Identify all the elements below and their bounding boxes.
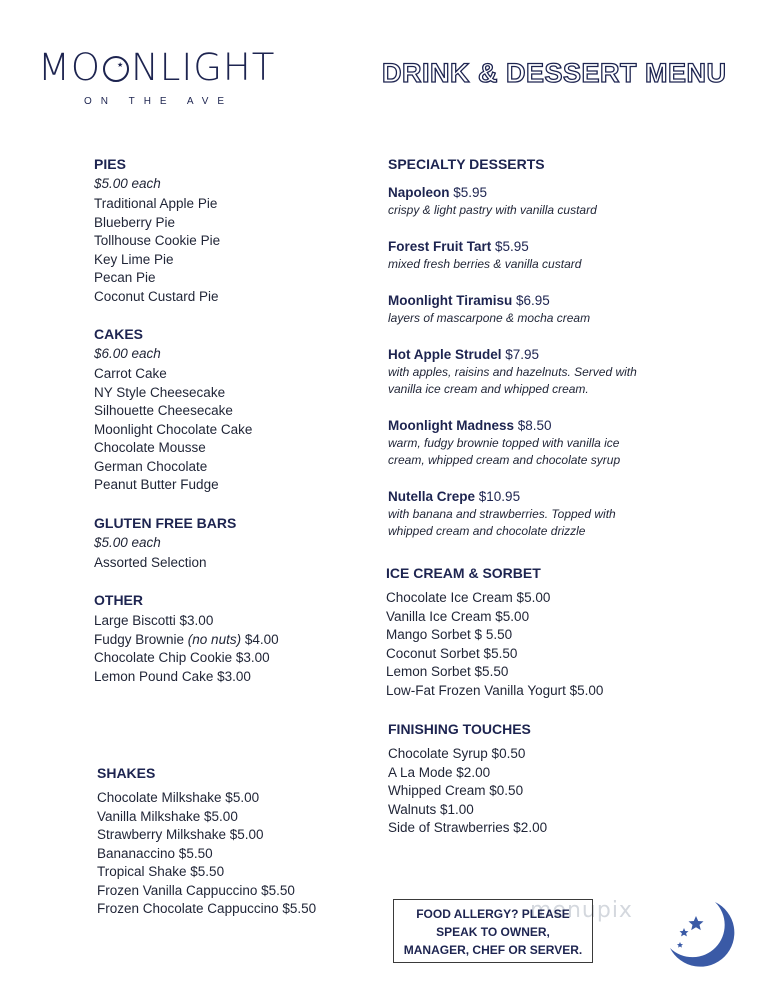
menu-item: Carrot Cake: [94, 366, 167, 381]
dessert-desc: mixed fresh berries & vanilla custard: [388, 257, 582, 271]
gluten-free-title: GLUTEN FREE BARS: [94, 514, 237, 531]
menu-item: Side of Strawberries $2.00: [388, 820, 548, 835]
watermark: menupix: [530, 898, 633, 923]
dessert-item: [388, 488, 648, 540]
dessert-item: [388, 346, 648, 398]
dessert-desc: crispy & light pastry with vanilla custard: [388, 203, 597, 217]
finishing-title: FINISHING TOUCHES: [388, 721, 531, 737]
menu-item: Chocolate Mousse: [94, 440, 206, 455]
menu-item-brownie: [94, 631, 364, 650]
menu-item: Frozen Chocolate Cappuccino $5.50: [97, 901, 317, 916]
pies-price: $5.00 each: [94, 176, 161, 191]
menu-item: Assorted Selection: [94, 554, 207, 570]
menu-item: Lemon Pound Cake $3.00: [94, 668, 251, 684]
dessert-desc: with banana and strawberries. Topped with whipped cream and chocolate drizzle: [388, 507, 616, 538]
ice-cream-title: ICE CREAM & SORBET: [386, 565, 541, 581]
menu-item: Chocolate Milkshake $5.00: [97, 790, 260, 805]
specialty-section: [388, 156, 648, 559]
dessert-price: $7.95: [501, 347, 540, 362]
dessert-price: $10.95: [475, 489, 521, 504]
dessert-item: [388, 184, 648, 219]
menu-item: A La Mode $2.00: [388, 764, 491, 780]
other-section: [94, 592, 364, 686]
menu-item: Low-Fat Frozen Vanilla Yogurt $5.00: [386, 682, 604, 698]
shakes-section: [97, 765, 367, 919]
dessert-name: Moonlight Madness: [388, 418, 514, 433]
brand-tagline: ON THE AVE: [84, 96, 234, 107]
menu-item: Blueberry Pie: [94, 214, 176, 230]
other-title: OTHER: [94, 592, 143, 608]
dessert-price: $5.95: [491, 239, 529, 254]
menu-item: Lemon Sorbet $5.50: [386, 664, 509, 679]
menu-item: Silhouette Cheesecake: [94, 403, 233, 418]
dessert-price: $6.95: [512, 293, 550, 308]
brownie-name: Fudgy Brownie: [94, 631, 188, 647]
dessert-item: [388, 238, 648, 273]
menu-item: Frozen Vanilla Cappuccino $5.50: [97, 882, 295, 898]
menu-item: Moonlight Chocolate Cake: [94, 421, 253, 437]
menu-item: Walnuts $1.00: [388, 801, 474, 817]
finishing-section: [388, 721, 648, 838]
dessert-name: Hot Apple Strudel: [388, 347, 502, 362]
menu-item: Pecan Pie: [94, 270, 156, 285]
gluten-free-section: [94, 515, 364, 573]
menu-item: Large Biscotti $3.00: [94, 613, 214, 628]
menu-item: Chocolate Ice Cream $5.00: [386, 590, 551, 605]
pies-title: PIES: [94, 156, 126, 172]
dessert-desc: warm, fudgy brownie topped with vanilla ice cream, whipped cream and chocolate syrup: [388, 436, 621, 467]
menu-item: Tollhouse Cookie Pie: [94, 233, 221, 248]
menu-item: Chocolate Chip Cookie $3.00: [94, 650, 270, 665]
menu-item: Key Lime Pie: [94, 251, 174, 267]
dessert-name: Nutella Crepe: [388, 489, 476, 504]
dessert-item: [388, 417, 648, 469]
menu-item: NY Style Cheesecake: [94, 384, 226, 400]
menu-item: Whipped Cream $0.50: [388, 783, 524, 798]
menu-item: Strawberry Milkshake $5.00: [97, 827, 264, 842]
dessert-desc: with apples, raisins and hazelnuts. Served with vanilla ice cream and whipped cream.: [388, 365, 637, 396]
gluten-free-price: $5.00 each: [94, 534, 161, 550]
cakes-title: CAKES: [94, 326, 144, 342]
allergy-notice: [393, 899, 593, 963]
menu-item: Peanut Butter Fudge: [94, 477, 219, 492]
menu-title: DRINK & DESSERT MENU: [382, 58, 727, 88]
menu-item: Tropical Shake $5.50: [97, 864, 225, 879]
brand-name-part1: MO: [38, 46, 102, 89]
shakes-title: SHAKES: [97, 765, 156, 781]
menu-item: Traditional Apple Pie: [94, 196, 218, 211]
pies-section: [94, 156, 364, 306]
brand-logo: [38, 46, 275, 89]
menu-item: Coconut Custard Pie: [94, 288, 219, 304]
svg-text:★: ★: [117, 61, 125, 69]
cakes-section: [94, 326, 364, 495]
brownie-price: $4.00: [241, 631, 279, 647]
allergy-line: FOOD ALLERGY? PLEASE: [416, 907, 570, 921]
specialty-title: SPECIALTY DESSERTS: [388, 156, 545, 172]
left-column: [94, 156, 364, 706]
dessert-item: [388, 292, 648, 327]
cakes-price: $6.00 each: [94, 346, 161, 361]
dessert-name: Moonlight Tiramisu: [388, 293, 513, 308]
dessert-desc: layers of mascarpone & mocha cream: [388, 311, 591, 325]
menu-item: Bananaccino $5.50: [97, 845, 213, 861]
dessert-price: $5.95: [449, 185, 488, 200]
dessert-name: Napoleon: [388, 185, 450, 200]
dessert-name: Forest Fruit Tart: [388, 239, 492, 254]
allergy-line: SPEAK TO OWNER,: [436, 925, 550, 939]
dessert-price: $8.50: [514, 418, 552, 433]
menu-item: German Chocolate: [94, 458, 208, 474]
menu-item: Mango Sorbet $ 5.50: [386, 627, 513, 642]
allergy-line: MANAGER, CHEF OR SERVER.: [403, 943, 583, 957]
menu-item: Coconut Sorbet $5.50: [386, 645, 518, 661]
brand-name-part2: NLIGHT: [131, 46, 276, 89]
brownie-note: (no nuts): [187, 631, 242, 647]
menu-item: Vanilla Milkshake $5.00: [97, 808, 238, 824]
menu-item: Vanilla Ice Cream $5.00: [386, 608, 530, 624]
menu-item: Chocolate Syrup $0.50: [388, 746, 526, 761]
moon-logo-icon: [660, 898, 740, 975]
ice-cream-section: [386, 565, 646, 700]
moon-o-icon: [102, 49, 130, 77]
